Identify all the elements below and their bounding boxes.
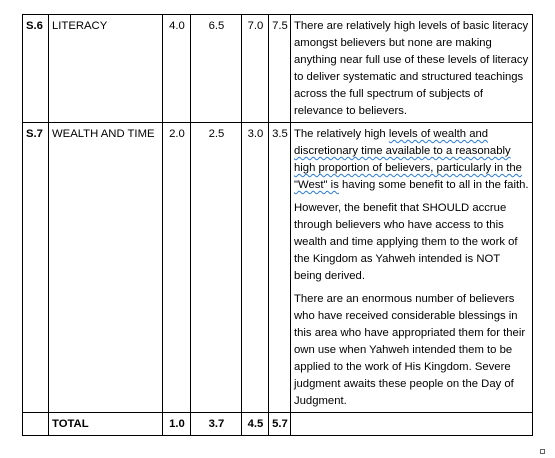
description-paragraph: However, the benefit that SHOULD accrue through believers who have access to this wealth and time applying them to the work of the Kingdom as Yahweh intended is NOT being derived. xyxy=(294,202,518,282)
description-paragraph xyxy=(294,126,530,194)
description-paragraph: There are relatively high levels of basic literacy amongst believers but none are making anything near full use of these levels of literacy to deliver systematic and structured teachings across the full spectrum of subjects of relevance to believers. xyxy=(294,20,529,117)
total-score: 1.0 xyxy=(163,413,191,436)
score-cell: 2.0 xyxy=(163,123,191,413)
score-cell: 2.5 xyxy=(191,123,242,413)
score-cell: 4.0 xyxy=(163,15,191,123)
description-cell xyxy=(291,413,533,436)
row-name: LITERACY xyxy=(49,15,163,123)
description-paragraph: There are an enormous number of believers who have received considerable blessings in this area who have appropriated them for their own use when Yahweh intended them to be applied to the work of His Kingdom. Severe judgment awaits these people on the Day of Judgment. xyxy=(294,293,526,407)
score-cell: 3.5 xyxy=(269,123,291,413)
total-score: 5.7 xyxy=(269,413,291,436)
row-id xyxy=(23,413,49,436)
score-cell: 7.0 xyxy=(242,15,269,123)
description-text: The relatively high xyxy=(294,128,389,140)
score-cell: 3.0 xyxy=(242,123,269,413)
table-resize-handle[interactable] xyxy=(540,449,545,454)
table-row xyxy=(23,15,533,123)
row-name: WEALTH AND TIME xyxy=(49,123,163,413)
table-row xyxy=(23,123,533,413)
row-id: S.6 xyxy=(23,15,49,123)
score-cell: 6.5 xyxy=(191,15,242,123)
description-cell xyxy=(291,123,533,413)
spellcheck-underlined-text[interactable]: levels of wealth and discretionary time available to a reasonably high proportion of believers, particularly in the "West" is xyxy=(294,128,522,191)
description-text: having some benefit to all in the faith. xyxy=(338,179,529,191)
total-score: 4.5 xyxy=(242,413,269,436)
total-row xyxy=(23,413,533,436)
score-cell: 7.5 xyxy=(269,15,291,123)
total-label: TOTAL xyxy=(49,413,163,436)
row-id: S.7 xyxy=(23,123,49,413)
description-cell xyxy=(291,15,533,123)
scores-table xyxy=(22,14,533,436)
total-score: 3.7 xyxy=(191,413,242,436)
